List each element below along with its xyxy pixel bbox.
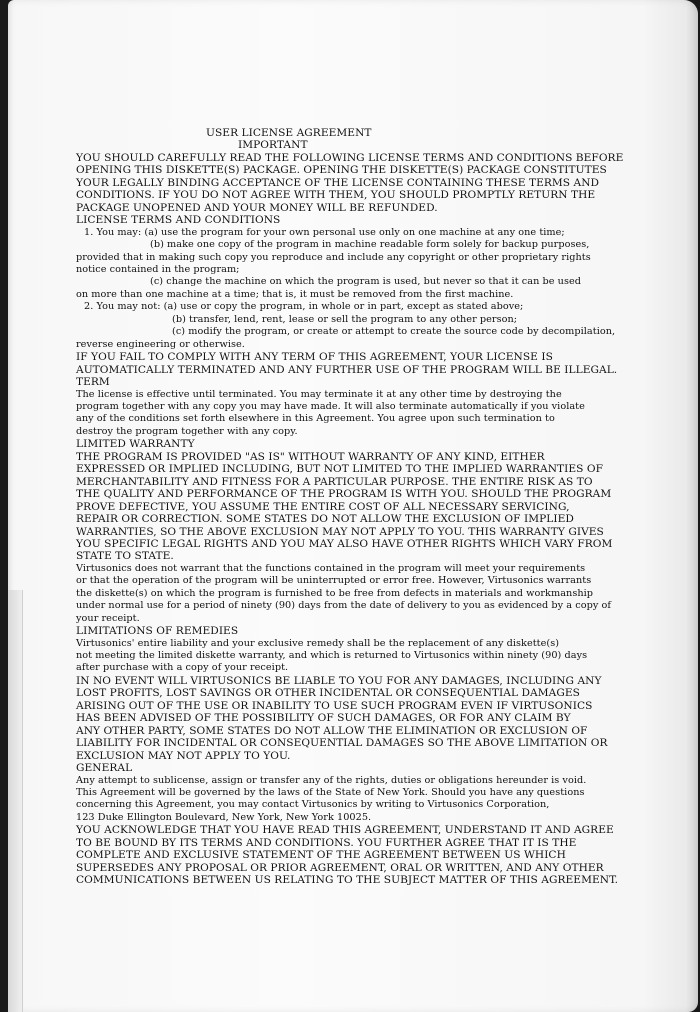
document-line: (b) make one copy of the program in machine readable form solely for backup purposes, — [150, 239, 590, 251]
document-line: REPAIR OR CORRECTION. SOME STATES DO NOT ALLOW THE EXCLUSION OF IMPLIED — [76, 513, 574, 526]
document-line: IN NO EVENT WILL VIRTUSONICS BE LIABLE TO YOU FOR ANY DAMAGES, INCLUDING ANY — [76, 674, 602, 687]
document-line: or that the operation of the program will be uninterrupted or error free. However, Virtusonics warrants — [76, 575, 592, 587]
document-title: USER LICENSE AGREEMENT — [206, 127, 372, 139]
document-body — [76, 152, 644, 887]
document-line: EXCLUSION MAY NOT APPLY TO YOU. — [76, 749, 291, 762]
document-line: LICENSE TERMS AND CONDITIONS — [76, 214, 281, 227]
document-line: provided that in making such copy you reproduce and include any copyright or other proprietary rights — [76, 251, 591, 263]
document-line: Any attempt to sublicense, assign or transfer any of the rights, duties or obligations hereunder is void. — [76, 774, 587, 786]
document-line: reverse engineering or otherwise. — [76, 338, 245, 350]
document-line: after purchase with a copy of your receipt. — [76, 662, 289, 674]
document-line: STATE TO STATE. — [76, 550, 174, 563]
document-line: the diskette(s) on which the program is furnished to be free from defects in materials and workmanship — [76, 587, 594, 599]
document-line: YOU ACKNOWLEDGE THAT YOU HAVE READ THIS AGREEMENT, UNDERSTAND IT AND AGREE — [76, 824, 614, 837]
document-subtitle: IMPORTANT — [238, 139, 308, 152]
document-line: not meeting the limited diskette warranty, and which is returned to Virtusonics within ninety (90) days — [76, 650, 588, 662]
document-line: 123 Duke Ellington Boulevard, New York, New York 10025. — [76, 811, 372, 823]
document-line: IF YOU FAIL TO COMPLY WITH ANY TERM OF THIS AGREEMENT, YOUR LICENSE IS — [76, 351, 553, 364]
document-line: Virtusonics does not warrant that the functions contained in the program will meet your requirements — [76, 562, 586, 574]
document-line: (c) change the machine on which the program is used, but never so that it can be used — [150, 276, 582, 288]
document-line: This Agreement will be governed by the laws of the State of New York. Should you have any questions — [76, 787, 585, 799]
document-line: YOU SHOULD CAREFULLY READ THE FOLLOWING LICENSE TERMS AND CONDITIONS BEFORE — [76, 151, 624, 164]
document-line: Virtusonics' entire liability and your exclusive remedy shall be the replacement of any diskette(s) — [76, 637, 560, 649]
document-line: (b) transfer, lend, rent, lease or sell the program to any other person; — [172, 313, 518, 325]
document-line: AUTOMATICALLY TERMINATED AND ANY FURTHER USE OF THE PROGRAM WILL BE ILLEGAL. — [76, 363, 618, 376]
document-line: on more than one machine at a time; that is, it must be removed from the first machine. — [76, 288, 514, 300]
document-line: ARISING OUT OF THE USE OR INABILITY TO USE SUCH PROGRAM EVEN IF VIRTUSONICS — [76, 699, 593, 712]
document-line: your receipt. — [76, 612, 140, 624]
document-line: PROVE DEFECTIVE, YOU ASSUME THE ENTIRE COST OF ALL NECESSARY SERVICING, — [76, 500, 570, 513]
document-line: PACKAGE UNOPENED AND YOUR MONEY WILL BE REFUNDED. — [76, 201, 438, 214]
document-line: YOU SPECIFIC LEGAL RIGHTS AND YOU MAY ALSO HAVE OTHER RIGHTS WHICH VARY FROM — [76, 537, 613, 550]
document-line: EXPRESSED OR IMPLIED INCLUDING, BUT NOT LIMITED TO THE IMPLIED WARRANTIES OF — [76, 463, 604, 476]
license-document — [76, 127, 644, 887]
document-line: GENERAL — [76, 762, 133, 775]
paper-fold — [8, 590, 23, 1012]
document-line: LIMITATIONS OF REMEDIES — [76, 625, 239, 638]
document-line: SUPERSEDES ANY PROPOSAL OR PRIOR AGREEMENT, ORAL OR WRITTEN, AND ANY OTHER — [76, 861, 604, 874]
document-line: 1. You may: (a) use the program for your own personal use only on one machine at any one time; — [84, 226, 565, 238]
document-line: CONDITIONS. IF YOU DO NOT AGREE WITH THEM, YOU SHOULD PROMPTLY RETURN THE — [76, 189, 596, 202]
document-line: under normal use for a period of ninety (90) days from the date of delivery to you as evidenced by a copy of — [76, 600, 612, 612]
document-line: LOST PROFITS, LOST SAVINGS OR OTHER INCIDENTAL OR CONSEQUENTIAL DAMAGES — [76, 687, 580, 700]
document-line: COMMUNICATIONS BETWEEN US RELATING TO THE SUBJECT MATTER OF THIS AGREEMENT. — [76, 874, 619, 887]
document-line: program together with any copy you may have made. It will also terminate automatically if you violate — [76, 400, 585, 412]
document-line: any of the conditions set forth elsewhere in this Agreement. You agree upon such termination to — [76, 413, 555, 425]
document-line: (c) modify the program, or create or attempt to create the source code by decompilation, — [172, 326, 616, 338]
document-line: THE QUALITY AND PERFORMANCE OF THE PROGRAM IS WITH YOU. SHOULD THE PROGRAM — [76, 488, 612, 501]
document-line: 2. You may not: (a) use or copy the program, in whole or in part, except as stated above; — [84, 301, 524, 313]
document-line: THE PROGRAM IS PROVIDED "AS IS" WITHOUT WARRANTY OF ANY KIND, EITHER — [76, 450, 545, 463]
document-line: The license is effective until terminated. You may terminate it at any other time by destroying the — [76, 388, 562, 400]
document-line: COMPLETE AND EXCLUSIVE STATEMENT OF THE AGREEMENT BETWEEN US WHICH — [76, 849, 566, 862]
document-line: destroy the program together with any copy. — [76, 425, 298, 437]
document-line: ANY OTHER PARTY, SOME STATES DO NOT ALLOW THE ELIMINATION OR EXCLUSION OF — [76, 724, 588, 737]
document-line: HAS BEEN ADVISED OF THE POSSIBILITY OF SUCH DAMAGES, OR FOR ANY CLAIM BY — [76, 712, 571, 725]
document-line: LIMITED WARRANTY — [76, 438, 195, 451]
document-line: TERM — [76, 376, 110, 389]
document-line: OPENING THIS DISKETTE(S) PACKAGE. OPENING THE DISKETTE(S) PACKAGE CONSTITUTES — [76, 164, 607, 177]
document-line: TO BE BOUND BY ITS TERMS AND CONDITIONS. YOU FURTHER AGREE THAT IT IS THE — [76, 836, 577, 849]
document-line: concerning this Agreement, you may contact Virtusonics by writing to Virtusonics Corporation, — [76, 799, 550, 811]
document-line: MERCHANTABILITY AND FITNESS FOR A PARTICULAR PURPOSE. THE ENTIRE RISK AS TO — [76, 475, 593, 488]
document-line: notice contained in the program; — [76, 263, 240, 275]
document-line: WARRANTIES, SO THE ABOVE EXCLUSION MAY NOT APPLY TO YOU. THIS WARRANTY GIVES — [76, 525, 604, 538]
document-line: YOUR LEGALLY BINDING ACCEPTANCE OF THE LICENSE CONTAINING THESE TERMS AND — [76, 176, 600, 189]
document-line: LIABILITY FOR INCIDENTAL OR CONSEQUENTIAL DAMAGES SO THE ABOVE LIMITATION OR — [76, 737, 608, 750]
